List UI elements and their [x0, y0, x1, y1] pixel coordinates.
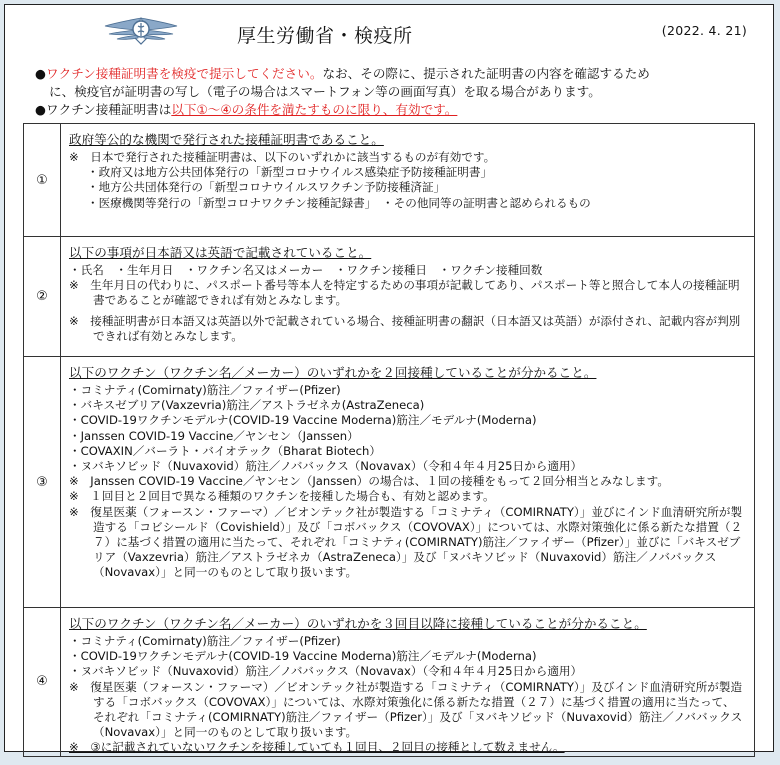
condition-1-line-1: ※ 日本で発行された接種証明書は、以下のいずれかに該当するものが有効です。 [69, 150, 496, 164]
condition-3-vaccine-4: ・Janssen COVID-19 Vaccine／ヤンセン（Janssen） [69, 428, 359, 443]
condition-lead-1: 政府等公的な機関で発行された接種証明書であること。 [69, 132, 384, 147]
condition-4-vaccine-2: ・COVID-19ワクチンモデルナ(COVID-19 Vaccine Moderna)筋注／モデルナ(Moderna) [69, 649, 537, 664]
condition-body-2 [61, 237, 755, 357]
condition-3-note-2: ※ １回目と２回目で異なる種類のワクチンを接種した場合も、有効と認めます。 [69, 489, 495, 504]
condition-3-vaccine-5: ・COVAXIN／バーラト・バイオテック（Bharat Biotech） [69, 443, 381, 458]
condition-3-vaccine-3: ・COVID-19ワクチンモデルナ(COVID-19 Vaccine Moderna)筋注／モデルナ(Moderna) [69, 413, 537, 428]
intro-text-2: ワクチン接種証明書は [46, 102, 172, 117]
condition-4-vaccine-3: ・ヌバキソビッド（Nuvaxovid）筋注／ノババックス（Novavax）（令和４年４月25日から適用） [69, 664, 583, 679]
bullet-1: ● [35, 66, 46, 81]
header [5, 5, 773, 55]
condition-number-4: ④ [24, 608, 61, 757]
condition-1-line-3: ・地方公共団体発行の「新型コロナウイルスワクチン予防接種済証」 [87, 180, 446, 195]
intro-paragraph-1 [35, 65, 755, 83]
condition-1-line-4: ・医療機関等発行の「新型コロナワクチン接種記録書」 ・その他同等の証明書と認められるもの [87, 195, 591, 210]
intro-red-conditions: 以下①～④の条件を満たすものに限り、有効です。 [171, 102, 458, 117]
conditions-table [23, 123, 755, 757]
condition-lead-4: 以下のワクチン（ワクチン名／メーカー）のいずれかを３回目以降に接種していることが分かること。 [69, 616, 647, 631]
condition-3-vaccine-2: ・バキスゼブリア(Vaxzevria)筋注／アストラゼネカ(AstraZeneca) [69, 398, 425, 413]
condition-2-note-2: ※ 接種証明書が日本語又は英語以外で記載されている場合、接種証明書の翻訳（日本語又は英語）が添付され、記載内容が判別できれば有効とみなします。 [69, 313, 741, 343]
intro [35, 65, 755, 119]
condition-row-3 [24, 357, 755, 608]
intro-text-1: なお、その際に、提示された証明書の内容を確認するため [322, 66, 650, 81]
condition-row-1 [24, 124, 755, 237]
intro-paragraph-1-cont: に、検疫官が証明書の写し（電子の場合はスマートフォン等の画面写真）を取る場合があります。 [49, 84, 601, 99]
condition-row-2 [24, 237, 755, 357]
condition-1-line-2: ・政府又は地方公共団体発行の「新型コロナウイルス感染症予防接種証明書」 [87, 165, 493, 180]
condition-body-3 [61, 357, 755, 608]
condition-body-4 [61, 608, 755, 757]
condition-3-vaccine-1: ・コミナティ(Comirnaty)筋注／ファイザー(Pfizer) [69, 383, 341, 397]
notice-sheet [4, 4, 774, 755]
condition-2-items: ・氏名 ・生年月日 ・ワクチン名又はメーカー ・ワクチン接種日 ・ワクチン接種回数 [69, 263, 543, 277]
condition-row-4 [24, 608, 755, 757]
condition-lead-2: 以下の事項が日本語又は英語で記載されていること。 [69, 245, 372, 260]
bullet-2: ● [35, 102, 46, 117]
condition-number-3: ③ [24, 357, 61, 608]
condition-lead-3: 以下のワクチン（ワクチン名／メーカー）のいずれかを２回接種していることが分かること。 [69, 365, 597, 380]
condition-3-note-3: ※ 復星医薬（フォースン・ファーマ）／ビオンテック社が製造する「コミナティ（COMIRNATY）」並びにインド血清研究所が製造する「コビシールド（Covishield）」及び「コボバックス（COVOVAX）」については、水際対策強化に係る新たな措置（２７）に基づく措置の適用に当たって、それぞれ「コミナティ(COMIRNATY)筋注／ファイザー（Pfizer）」並びに「バキスゼブリア（Vaxzevria）筋注／アストラゼネカ（AstraZeneca）」及び「ヌバキソビッド（Nuvaxovid）筋注／ノババックス（Novavax）」と同一のものとして取り扱います。 [69, 504, 743, 580]
condition-number-2: ② [24, 237, 61, 357]
condition-4-note-2: ※ ③に記載されていないワクチンを接種していても１回目、２回目の接種として数えません。 [69, 740, 565, 755]
condition-2-note-1: ※ 生年月日の代わりに、パスポート番号等本人を特定するための事項が記載してあり、パスポート等と照合して本人の接種証明書であることが確認できれば有効とみなします。 [69, 278, 740, 308]
quarantine-emblem-icon [101, 14, 181, 46]
condition-number-1: ① [24, 124, 61, 237]
condition-body-1 [61, 124, 755, 237]
issue-date: (2022. 4. 21) [661, 23, 747, 38]
page-title: 厚生労働省・検疫所 [237, 25, 413, 47]
condition-3-vaccine-6: ・ヌバキソビッド（Nuvaxovid）筋注／ノババックス（Novavax）（令和４年４月25日から適用） [69, 459, 583, 474]
condition-4-note-1: ※ 復星医薬（フォースン・ファーマ）／ビオンテック社が製造する「コミナティ（COMIRNATY）」及びインド血清研究所が製造する「コボバックス（COVOVAX）」については、水際対策強化に係る新たな措置（２７）に基づく措置の適用に当たって、それぞれ「コミナティ(COMIRNATY)筋注／ファイザー（Pfizer）」及び「ヌバキソビッド（Nuvaxovid）筋注／ノババックス（Novavax）」と同一のものとして取り扱います。 [69, 679, 743, 740]
intro-paragraph-2 [35, 101, 755, 119]
intro-red-notice: ワクチン接種証明書を検疫で提示してください。 [46, 66, 323, 81]
condition-4-vaccine-1: ・コミナティ(Comirnaty)筋注／ファイザー(Pfizer) [69, 634, 341, 648]
condition-3-note-1: ※ Janssen COVID-19 Vaccine／ヤンセン（Janssen）の場合は、１回の接種をもって２回分相当とみなします。 [69, 474, 669, 489]
